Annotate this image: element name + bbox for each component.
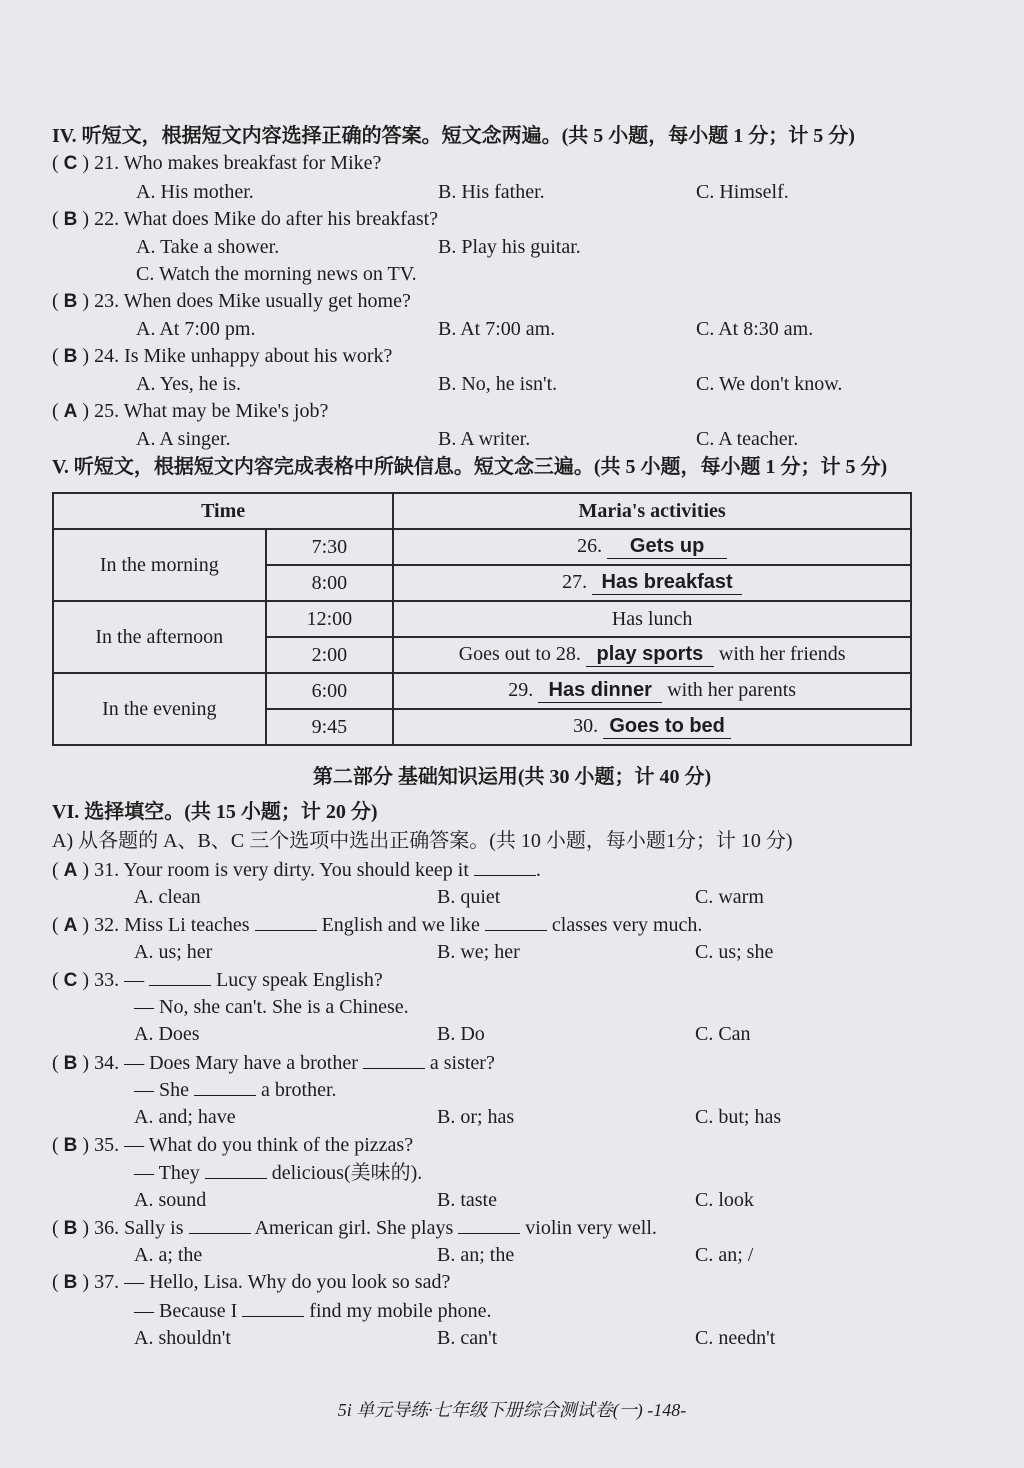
q21-option-c: C. Himself. bbox=[696, 181, 789, 203]
q34-option-a: A. and; have bbox=[134, 1106, 236, 1128]
blank bbox=[194, 1077, 256, 1096]
answer-22: B bbox=[63, 209, 78, 230]
time-cell: 7:30 bbox=[266, 529, 394, 565]
question-34: ( B ) 34. — Does Mary have a brother a sister? bbox=[52, 1052, 495, 1074]
q34-option-c: C. but; has bbox=[695, 1106, 782, 1128]
time-cell: 6:00 bbox=[266, 673, 394, 709]
activity-cell-27: 27. Has breakfast bbox=[393, 565, 911, 601]
q34-line-2: — She a brother. bbox=[134, 1079, 337, 1101]
q37-option-c: C. needn't bbox=[695, 1327, 776, 1349]
answer-33: C bbox=[63, 970, 78, 991]
q22-option-b: B. Play his guitar. bbox=[438, 236, 581, 258]
q23-option-a: A. At 7:00 pm. bbox=[136, 318, 256, 340]
q32-option-a: A. us; her bbox=[134, 941, 213, 963]
q35-option-a: A. sound bbox=[134, 1189, 207, 1211]
q34-option-b: B. or; has bbox=[437, 1106, 515, 1128]
q22-option-a: A. Take a shower. bbox=[136, 236, 280, 258]
answer-29: Has dinner bbox=[538, 679, 662, 703]
blank bbox=[485, 912, 547, 931]
q37-option-a: A. shouldn't bbox=[134, 1327, 231, 1349]
q22-option-c: C. Watch the morning news on TV. bbox=[136, 263, 417, 285]
q35-line-2: — They delicious(美味的). bbox=[134, 1162, 423, 1184]
question-23: ( B ) 23. When does Mike usually get home? bbox=[52, 290, 411, 312]
period-afternoon: In the afternoon bbox=[53, 601, 266, 673]
answer-35: B bbox=[63, 1135, 78, 1156]
q23-option-b: B. At 7:00 am. bbox=[438, 318, 556, 340]
q25-option-b: B. A writer. bbox=[438, 428, 531, 450]
question-36: ( B ) 36. Sally is American girl. She plays violin very well. bbox=[52, 1217, 657, 1239]
answer-36: B bbox=[63, 1218, 78, 1239]
answer-25: A bbox=[63, 401, 78, 422]
answer-26: Gets up bbox=[607, 535, 727, 559]
question-37: ( B ) 37. — Hello, Lisa. Why do you look so sad? bbox=[52, 1271, 451, 1293]
q21-option-b: B. His father. bbox=[438, 181, 545, 203]
question-24: ( B ) 24. Is Mike unhappy about his work? bbox=[52, 345, 393, 367]
question-25: ( A ) 25. What may be Mike's job? bbox=[52, 400, 329, 422]
q32-option-b: B. we; her bbox=[437, 941, 520, 963]
blank bbox=[149, 967, 211, 986]
answer-32: A bbox=[63, 915, 78, 936]
activity-cell-lunch: Has lunch bbox=[393, 601, 911, 637]
question-33: ( C ) 33. — Lucy speak English? bbox=[52, 969, 383, 991]
q35-option-c: C. look bbox=[695, 1189, 754, 1211]
question-21: ( C ) 21. Who makes breakfast for Mike? bbox=[52, 152, 382, 174]
answer-21: C bbox=[63, 153, 78, 174]
q33-line-2: — No, she can't. She is a Chinese. bbox=[134, 996, 409, 1018]
q24-option-b: B. No, he isn't. bbox=[438, 373, 558, 395]
section-4-heading: IV. 听短文，根据短文内容选择正确的答案。短文念两遍。(共 5 小题，每小题 1 分；计 5 分) bbox=[52, 125, 855, 147]
blank bbox=[242, 1298, 304, 1317]
answer-34: B bbox=[63, 1053, 78, 1074]
blank bbox=[363, 1050, 425, 1069]
answer-23: B bbox=[63, 291, 78, 312]
activity-cell-26: 26. Gets up bbox=[393, 529, 911, 565]
q36-option-c: C. an; / bbox=[695, 1244, 754, 1266]
activities-table bbox=[52, 492, 912, 746]
q31-option-b: B. quiet bbox=[437, 886, 501, 908]
activity-cell-30: 30. Goes to bed bbox=[393, 709, 911, 745]
question-35: ( B ) 35. — What do you think of the pizzas? bbox=[52, 1134, 414, 1156]
q32-option-c: C. us; she bbox=[695, 941, 774, 963]
q35-option-b: B. taste bbox=[437, 1189, 497, 1211]
blank bbox=[474, 857, 536, 876]
q36-option-a: A. a; the bbox=[134, 1244, 203, 1266]
question-32: ( A ) 32. Miss Li teaches English and we like classes very much. bbox=[52, 914, 703, 936]
q23-option-c: C. At 8:30 am. bbox=[696, 318, 814, 340]
section-6-instruction: A) 从各题的 A、B、C 三个选项中选出正确答案。(共 10 小题，每小题1分；计 10 分) bbox=[52, 830, 793, 852]
question-31: ( A ) 31. Your room is very dirty. You should keep it . bbox=[52, 859, 541, 881]
q24-option-a: A. Yes, he is. bbox=[136, 373, 242, 395]
q25-option-c: C. A teacher. bbox=[696, 428, 799, 450]
blank bbox=[458, 1215, 520, 1234]
q24-option-c: C. We don't know. bbox=[696, 373, 843, 395]
time-cell: 2:00 bbox=[266, 637, 394, 673]
time-cell: 12:00 bbox=[266, 601, 394, 637]
q33-option-b: B. Do bbox=[437, 1023, 485, 1045]
q37-line-2: — Because I find my mobile phone. bbox=[134, 1300, 492, 1322]
q31-option-c: C. warm bbox=[695, 886, 764, 908]
part-2-title: 第二部分 基础知识运用(共 30 小题；计 40 分) bbox=[312, 766, 712, 788]
page-footer: 5i 单元导练·七年级下册综合测试卷(一) -148- bbox=[337, 1400, 687, 1420]
activity-cell-28: Goes out to 28. play sports with her friends bbox=[393, 637, 911, 673]
q37-option-b: B. can't bbox=[437, 1327, 498, 1349]
question-22: ( B ) 22. What does Mike do after his breakfast? bbox=[52, 208, 439, 230]
header-time: Time bbox=[53, 493, 393, 529]
q36-option-b: B. an; the bbox=[437, 1244, 515, 1266]
blank bbox=[255, 912, 317, 931]
answer-31: A bbox=[63, 860, 78, 881]
answer-28: play sports bbox=[586, 643, 714, 667]
header-activities: Maria's activities bbox=[393, 493, 911, 529]
blank bbox=[205, 1160, 267, 1179]
q33-option-a: A. Does bbox=[134, 1023, 200, 1045]
section-6-heading: VI. 选择填空。(共 15 小题；计 20 分) bbox=[52, 801, 378, 823]
period-morning: In the morning bbox=[53, 529, 266, 601]
answer-24: B bbox=[63, 346, 78, 367]
blank bbox=[189, 1215, 251, 1234]
answer-30: Goes to bed bbox=[603, 715, 731, 739]
section-5-heading: V. 听短文，根据短文内容完成表格中所缺信息。短文念三遍。(共 5 小题，每小题 1 分；计 5 分) bbox=[52, 456, 888, 478]
q33-option-c: C. Can bbox=[695, 1023, 751, 1045]
q25-option-a: A. A singer. bbox=[136, 428, 231, 450]
answer-27: Has breakfast bbox=[592, 571, 742, 595]
time-cell: 8:00 bbox=[266, 565, 394, 601]
answer-37: B bbox=[63, 1272, 78, 1293]
q31-option-a: A. clean bbox=[134, 886, 201, 908]
activity-cell-29: 29. Has dinner with her parents bbox=[393, 673, 911, 709]
q21-option-a: A. His mother. bbox=[136, 181, 254, 203]
time-cell: 9:45 bbox=[266, 709, 394, 745]
period-evening: In the evening bbox=[53, 673, 266, 745]
